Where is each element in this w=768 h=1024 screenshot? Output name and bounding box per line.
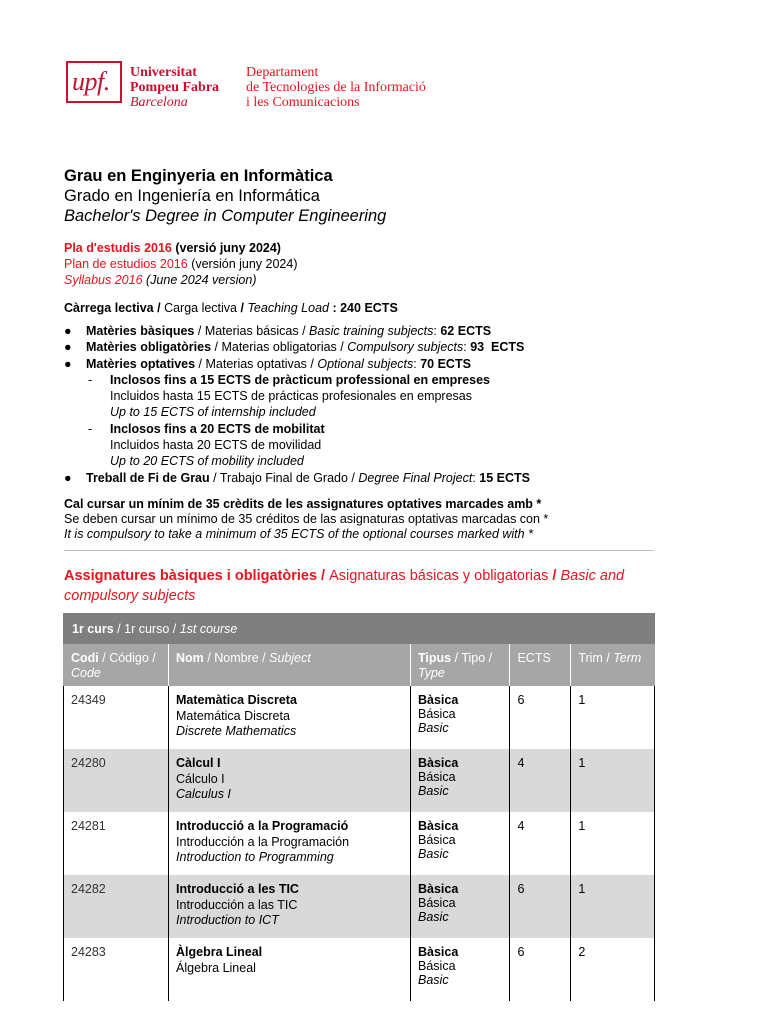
header-name: Nom / Nombre / Subject xyxy=(169,644,411,687)
type-en: Basic xyxy=(418,847,449,861)
cell-ects: 4 xyxy=(510,812,571,875)
internship-catalan: Inclosos fins a 15 ECTS de pràcticum professional en empreses xyxy=(110,372,490,387)
cell-code: 24349 xyxy=(64,686,169,749)
cell-code: 24280 xyxy=(64,749,169,812)
type-ca: Bàsica xyxy=(418,882,459,896)
university-line-2: Pompeu Fabra xyxy=(130,80,220,95)
name-en: Introduction to Programming xyxy=(176,850,334,864)
cell-type xyxy=(411,938,510,1001)
optional-credits-note xyxy=(64,497,548,542)
header-type: Tipus / Tipo / Type xyxy=(411,644,510,687)
name-ca: Àlgebra Lineal xyxy=(176,945,263,959)
type-en: Basic xyxy=(418,910,449,924)
cell-ects: 6 xyxy=(510,875,571,938)
name-es: Introducción a la Programación xyxy=(176,834,350,849)
load-english: Teaching Load xyxy=(247,301,329,315)
note-catalan: Cal cursar un mínim de 35 crèdits de les assignatures optatives marcades amb * xyxy=(64,497,542,511)
compulsory-english: Compulsory subjects xyxy=(347,340,464,355)
table-header-row xyxy=(64,644,655,687)
plan-english xyxy=(64,272,298,288)
basic-english: Basic training subjects xyxy=(309,324,434,338)
section-heading: Assignatures bàsiques i obligatòries / Asignaturas básicas y obligatorias / Basic and compulsory subjects xyxy=(64,568,625,604)
cell-type xyxy=(411,875,510,938)
header-type-es: Tipo xyxy=(461,651,486,665)
department-line-3: i les Comunicacions xyxy=(246,95,360,110)
header-ects: ECTS xyxy=(510,644,571,687)
internship-spanish: Incluidos hasta 15 ECTS de prácticas profesionales en empresas xyxy=(110,389,472,404)
teaching-load: Càrrega lectiva / Carga lectiva / Teaching Load : 240 ECTS xyxy=(64,301,398,315)
plan-english-name: Syllabus 2016 xyxy=(64,273,143,287)
university-name xyxy=(130,65,219,110)
cell-code: 24283 xyxy=(64,938,169,1001)
name-es: Matemática Discreta xyxy=(176,708,290,723)
internship-english: Up to 15 ECTS of internship included xyxy=(110,405,316,420)
optional-spanish: Materias optativas xyxy=(205,356,307,371)
final-catalan: Treball de Fi de Grau xyxy=(86,470,210,485)
plan-spanish xyxy=(64,256,298,272)
list-item-basic: ● Matèries bàsiques / Materias básicas / Basic training subjects: 62 ECTS xyxy=(64,324,492,338)
title-english: Bachelor's Degree in Computer Engineering xyxy=(64,207,387,225)
header-name-ca: Nom xyxy=(176,651,204,665)
basic-catalan: Matèries bàsiques xyxy=(86,324,195,338)
final-english: Degree Final Project xyxy=(358,470,473,485)
university-line-1: Universitat xyxy=(130,65,197,80)
compulsory-spanish: Materias obligatorias xyxy=(221,340,337,355)
cell-ects: 6 xyxy=(510,938,571,1001)
upf-logo xyxy=(66,61,122,103)
type-es: Básica xyxy=(418,707,456,721)
list-subitem-mobility: - Inclosos fins a 20 ECTS de mobilitat xyxy=(88,421,325,436)
cell-type xyxy=(411,686,510,749)
compulsory-value: 93 ECTS xyxy=(470,340,525,355)
list-subitem-internship: - Inclosos fins a 15 ECTS de pràcticum professional en empreses xyxy=(88,372,490,387)
type-ca: Bàsica xyxy=(418,945,459,959)
plan-spanish-version: (versión juny 2024) xyxy=(187,257,298,271)
cell-ects: 4 xyxy=(510,749,571,812)
note-spanish: Se deben cursar un mínimo de 35 créditos de las asignaturas optativas marcadas con * xyxy=(64,512,549,526)
cell-term: 2 xyxy=(571,938,655,1001)
header-type-en: Type xyxy=(418,666,445,680)
title-spanish: Grado en Ingeniería en Informática xyxy=(64,187,320,205)
name-en: Introduction to ICT xyxy=(176,913,279,927)
cell-name xyxy=(169,875,411,938)
table-row xyxy=(64,686,655,749)
cell-type xyxy=(411,749,510,812)
department-line-2: de Tecnologies de la Informació xyxy=(246,80,426,95)
cell-code: 24282 xyxy=(64,875,169,938)
subjects-list xyxy=(64,323,530,486)
type-ca: Bàsica xyxy=(418,819,459,833)
cell-name xyxy=(169,686,411,749)
header-name-es: Nombre xyxy=(214,651,259,665)
compulsory-catalan: Matèries obligatòries xyxy=(86,340,212,355)
header-code: Codi / Código / Code xyxy=(64,644,169,687)
optional-english: Optional subjects xyxy=(317,356,414,371)
name-ca: Introducció a les TIC xyxy=(176,882,299,896)
department-line-1: Departament xyxy=(246,65,319,80)
section-spanish: Asignaturas básicas y obligatorias xyxy=(329,568,549,584)
syllabus-version xyxy=(64,240,298,288)
cell-ects: 6 xyxy=(510,686,571,749)
cell-term: 1 xyxy=(571,812,655,875)
university-line-3: Barcelona xyxy=(130,95,188,110)
name-en: Discrete Mathematics xyxy=(176,724,297,738)
list-item-final-project: ● Treball de Fi de Grau / Trabajo Final de Grado / Degree Final Project: 15 ECTS xyxy=(64,470,530,485)
table-row xyxy=(64,938,655,1001)
name-en: Calculus I xyxy=(176,787,231,801)
plan-spanish-name: Plan de estudios 2016 xyxy=(64,257,188,271)
plan-catalan-version: (versió juny 2024) xyxy=(171,241,281,255)
name-es: Cálculo I xyxy=(176,771,225,786)
optional-value: 70 ECTS xyxy=(420,356,471,371)
header-term-en: Term xyxy=(613,651,642,665)
load-catalan: Càrrega lectiva xyxy=(64,301,154,315)
table-row xyxy=(64,749,655,812)
course-spanish: 1r curso xyxy=(124,621,170,636)
divider xyxy=(64,550,654,551)
subjects-table xyxy=(63,613,655,1001)
note-english: It is compulsory to take a minimum of 35 ECTS of the optional courses marked with * xyxy=(64,527,533,541)
final-value: 15 ECTS xyxy=(479,470,530,485)
header-type-ca: Tipus xyxy=(418,651,452,665)
type-en: Basic xyxy=(418,784,449,798)
name-ca: Matemàtica Discreta xyxy=(176,693,297,707)
mobility-catalan: Inclosos fins a 20 ECTS de mobilitat xyxy=(110,421,325,436)
list-item-optional: ● Matèries optatives / Materias optativas / Optional subjects: 70 ECTS xyxy=(64,356,471,371)
logo-text: upf. xyxy=(72,67,110,96)
mobility-spanish: Incluidos hasta 20 ECTS de movilidad xyxy=(110,438,322,453)
cell-term: 1 xyxy=(571,749,655,812)
type-es: Básica xyxy=(418,959,456,973)
course-catalan: 1r curs xyxy=(72,621,114,636)
cell-term: 1 xyxy=(571,686,655,749)
course-header: 1r curs / 1r curso / 1st course xyxy=(64,614,655,644)
list-item-compulsory: ● Matèries obligatòries / Materias obligatorias / Compulsory subjects: 93 ECTS xyxy=(64,340,525,355)
header-name-en: Subject xyxy=(269,651,311,665)
section-english: Basic and compulsory subjects xyxy=(64,568,625,604)
type-es: Básica xyxy=(418,770,456,784)
basic-value: 62 ECTS xyxy=(440,324,492,338)
cell-name xyxy=(169,938,411,1001)
table-row xyxy=(64,812,655,875)
header-code-es: Código xyxy=(109,651,149,665)
type-ca: Bàsica xyxy=(418,693,459,707)
type-es: Básica xyxy=(418,833,456,847)
basic-spanish: Materias básicas xyxy=(204,324,299,338)
cell-name xyxy=(169,749,411,812)
department-name xyxy=(246,65,426,110)
header-code-en: Code xyxy=(71,666,101,680)
plan-catalan-name: Pla d'estudis 2016 xyxy=(64,241,172,255)
title-catalan: Grau en Enginyeria en Informàtica xyxy=(64,167,333,185)
name-es: Introducción a las TIC xyxy=(176,897,298,912)
cell-type xyxy=(411,812,510,875)
mobility-english: Up to 20 ECTS of mobility included xyxy=(110,454,304,469)
section-catalan: Assignatures bàsiques i obligatòries xyxy=(64,568,318,584)
header-term: Trim / Term xyxy=(571,644,655,687)
cell-code: 24281 xyxy=(64,812,169,875)
header-code-ca: Codi xyxy=(71,651,99,665)
load-spanish: Carga lectiva xyxy=(164,301,238,315)
cell-name xyxy=(169,812,411,875)
name-ca: Introducció a la Programació xyxy=(176,819,349,833)
type-ca: Bàsica xyxy=(418,756,459,770)
plan-english-version: (June 2024 version) xyxy=(142,273,257,287)
course-english: 1st course xyxy=(179,621,238,636)
load-value: 240 ECTS xyxy=(340,301,398,315)
type-es: Básica xyxy=(418,896,456,910)
plan-catalan xyxy=(64,240,298,256)
name-es: Álgebra Lineal xyxy=(176,960,256,975)
name-ca: Càlcul I xyxy=(176,756,221,770)
header-term-ca: Trim xyxy=(578,651,603,665)
optional-catalan: Matèries optatives xyxy=(86,356,196,371)
type-en: Basic xyxy=(418,721,449,735)
table-row xyxy=(64,875,655,938)
type-en: Basic xyxy=(418,973,449,987)
final-spanish: Trabajo Final de Grado xyxy=(219,470,348,485)
cell-term: 1 xyxy=(571,875,655,938)
